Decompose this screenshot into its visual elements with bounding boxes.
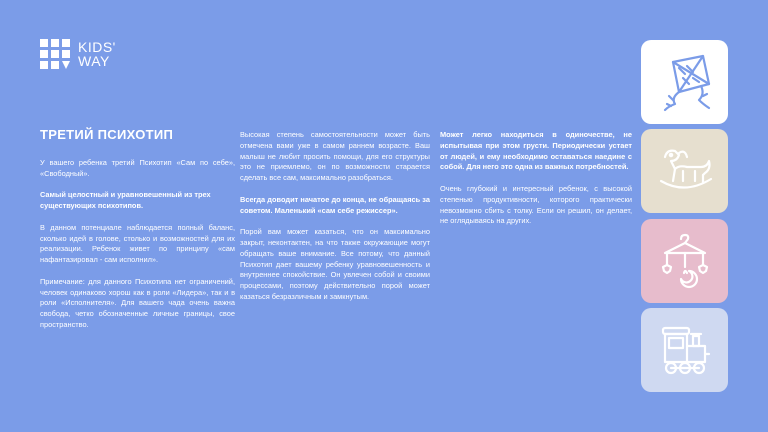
tile-baby-mobile: [641, 219, 728, 303]
tile-kite: [641, 40, 728, 124]
paragraph: Очень глубокий и интересный ребенок, с высокой степенью продуктивности, которого практически невозможно сбить с толку. Если он решил, он делает, не оглядываясь на других.: [440, 183, 632, 226]
paragraph: В данном потенциале наблюдается полный баланс, сколько идей в голове, столько и возможностей для их реализации. Ребенок живет по принципу «сам нафантазировал - сам исполнил».: [40, 222, 235, 265]
baby-mobile-icon: [653, 229, 717, 293]
logo-text: [78, 40, 116, 68]
logo-mark-icon: [40, 39, 70, 69]
paragraph: Высокая степень самостоятельности может быть отмечена вами уже в самом раннем возрасте. Ваш малыш не любит просить помощи, для его структуры это не приемлемо, он по возможности старается сделать все сам, максимально разобраться.: [240, 130, 430, 183]
page-title: ТРЕТИЙ ПСИХОТИП: [40, 127, 174, 142]
column-left: [40, 127, 235, 342]
paragraph-bold: Самый целостный и уравновешенный из трех существующих психотипов.: [40, 190, 211, 211]
logo-line1: KIDS': [78, 39, 116, 55]
kite-icon: [653, 50, 717, 114]
paragraph: Порой вам может казаться, что он максимально закрыт, неконтактен, на что также окружающие могут обращать ваше внимание. Все потому, что данный Психотип дает вашему ребенку уравновешенность и внутреннее спокойствие. Он увлечен собой и своими процессами, поэтому действительно порой может казаться безразличным и замкнутым.: [240, 227, 430, 301]
logo: [40, 39, 116, 69]
paragraph: У вашего ребенка третий Психотип «Сам по себе», «Свободный».: [40, 158, 235, 178]
tile-rocking-horse: [641, 129, 728, 213]
rocking-horse-icon: [653, 139, 717, 203]
column-middle: [240, 130, 430, 314]
paragraph-bold: Всегда доводит начатое до конца, не обращаясь за советом. Маленький «сам себе режиссер».: [240, 194, 430, 215]
logo-line2: WAY: [78, 53, 110, 69]
toy-train-icon: [653, 318, 717, 382]
paragraph: Примечание: для данного Психотипа нет ограничений, человек одинаково хорош как в роли «Лидера», так и в роли «Исполнителя». Для вашего чада очень важна свобода, четко обозначенные личные границы, свое пространство.: [40, 276, 235, 329]
tile-toy-train: [641, 308, 728, 392]
paragraph-bold: Может легко находиться в одиночестве, не испытывая при этом грусти. Периодически устает от людей, и ему необходимо оставаться наедине с собой. Для него это одна из важных потребностей.: [440, 130, 632, 172]
column-right: [440, 130, 632, 238]
